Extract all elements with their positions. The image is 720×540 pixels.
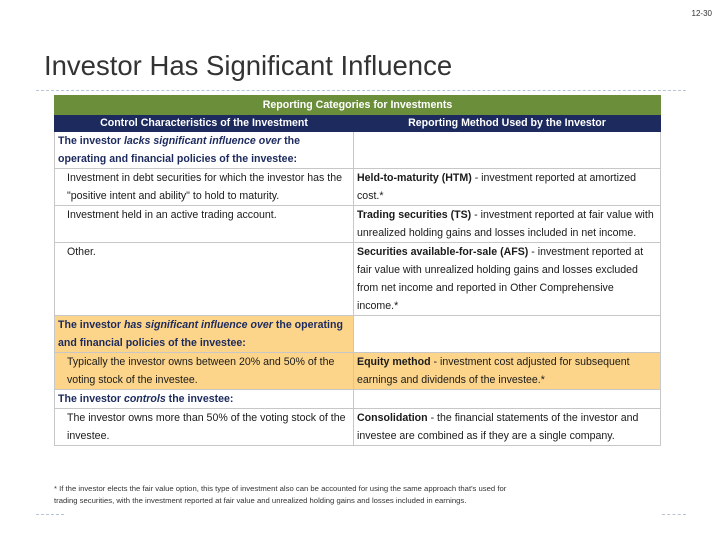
reporting-categories-table (54, 95, 661, 446)
group-significant-influence: The investor has significant influence over the operating and financial policies of the investee: (55, 316, 354, 353)
row-afs-method: Securities available-for-sale (AFS) - investment reported at fair value with unrealized holding gains and losses excluded from net income and reported in Other Comprehensive income.* (354, 243, 661, 316)
empty-cell (354, 132, 661, 169)
row-htm-characteristic: Investment in debt securities for which the investor has the "positive intent and ability" to hold to maturity. (55, 169, 354, 206)
group-controls: The investor controls the investee: (55, 390, 354, 409)
column-header-method: Reporting Method Used by the Investor (354, 115, 661, 132)
method-name: Held-to-maturity (HTM) (357, 172, 472, 184)
group-emphasis: controls (123, 393, 166, 405)
table-header: Reporting Categories for Investments (55, 96, 661, 115)
title-divider (36, 90, 686, 91)
method-name: Equity method (357, 356, 431, 368)
empty-cell (354, 390, 661, 409)
column-header-control: Control Characteristics of the Investment (55, 115, 354, 132)
method-name: Consolidation (357, 412, 428, 424)
footnote-line: * If the investor elects the fair value option, this type of investment also can be accounted for using the same approach that's used for (54, 484, 507, 493)
row-equity-characteristic: Typically the investor owns between 20% and 50% of the voting stock of the investee. (55, 353, 354, 390)
footnote-line: trading securities, with the investment reported at fair value and unrealized holding gains and losses included in earnings. (54, 496, 467, 505)
group-lacks-influence: The investor lacks significant influence over the operating and financial policies of the investee: (55, 132, 354, 169)
bottom-divider-left (36, 514, 64, 515)
method-name: Securities available-for-sale (AFS) (357, 246, 529, 258)
group-emphasis: lacks significant influence over (123, 135, 282, 147)
bottom-divider-right (662, 514, 686, 515)
group-emphasis: has significant influence over (123, 319, 273, 331)
method-name: Trading securities (TS) (357, 209, 472, 221)
empty-cell (354, 316, 661, 353)
row-ts-characteristic: Investment held in an active trading account. (55, 206, 354, 243)
row-equity-method: Equity method - investment cost adjusted for subsequent earnings and dividends of the investee.* (354, 353, 661, 390)
slide-title: Investor Has Significant Influence (44, 50, 453, 81)
row-htm-method: Held-to-maturity (HTM) - investment reported at amortized cost.* (354, 169, 661, 206)
row-consolidation-method: Consolidation - the financial statements of the investor and investee are combined as if they are a single company. (354, 409, 661, 446)
row-afs-characteristic: Other. (55, 243, 354, 316)
row-consolidation-characteristic: The investor owns more than 50% of the voting stock of the investee. (55, 409, 354, 446)
footnote (54, 483, 664, 507)
slide-number: 12-30 (691, 9, 712, 18)
row-ts-method: Trading securities (TS) - investment reported at fair value with unrealized holding gains and losses included in net income. (354, 206, 661, 243)
